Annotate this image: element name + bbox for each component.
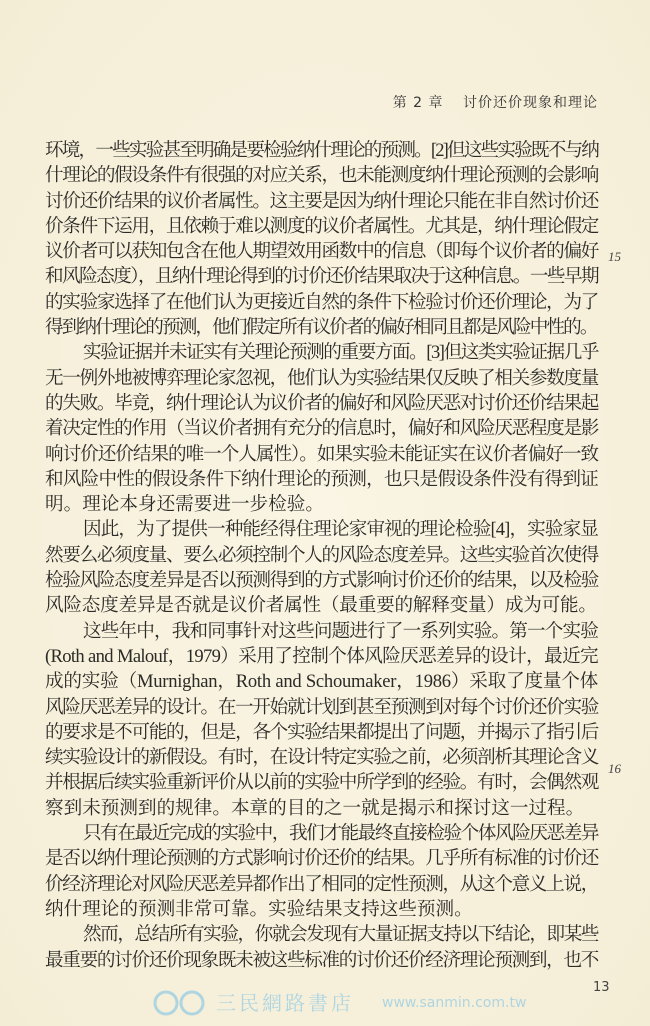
paragraph [45, 138, 598, 340]
body-text [45, 138, 598, 973]
text-line: 得到纳什理论的预测，他们假定所有议价者的偏好相同且都是风险中性的。 [45, 317, 597, 339]
text-line: 只有在最近完成的实验中，我们才能最终直接检验个体风险厌恶差异 [83, 823, 598, 845]
paragraph [45, 619, 598, 821]
chapter-title: 讨价还价现象和理论 [463, 95, 598, 111]
text-line: 的要求是不可能的，但是，各个实验结果都提出了问题，并揭示了指引后 [45, 721, 598, 743]
text-line: 着决定性的作用（当议价者拥有充分的信息时，偏好和风险厌恶程度是影 [45, 418, 598, 440]
text-line: 无一例外地被博弈理论家忽视，他们认为实验结果仅反映了相关参数度量 [45, 367, 598, 389]
text-line: 察到未预测到的规律。本章的目的之一就是揭示和探讨这一过程。 [45, 797, 585, 819]
text-line: 什理论的假设条件有很强的对应关系，也未能测度纳什理论预测的会影响 [45, 165, 598, 187]
text-line: 这些年中，我和同事针对这些问题进行了一系列实验。第一个实验 [83, 620, 598, 642]
text-line: 并根据后续实验重新评价从以前的实验中所学到的经验。有时，会偶然观 [45, 772, 598, 794]
text-line: (Roth and Malouf，1979）采用了控制个体风险厌恶差异的设计，最近完 [45, 645, 598, 667]
watermark-title: 三民網路書店 [216, 991, 354, 1015]
text-line: 风险厌恶差异的设计。在一开始就计划到甚至预测到对每个讨价还价实验 [45, 696, 598, 718]
text-line: 价经济理论对风险厌恶差异都作出了相同的定性预测，从这个意义上说， [45, 873, 598, 895]
text-line: 因此，为了提供一种能经得住理论家审视的理论检验[4]，实验家显 [83, 519, 598, 541]
paragraph [45, 340, 598, 517]
text-line: 和风险中性的假设条件下纳什理论的预测，也只是假设条件没有得到证 [45, 468, 598, 490]
original-page-marker: 15 [608, 249, 621, 264]
text-line: 响讨价还价结果的唯一个人属性）。如果实验未能证实在议价者偏好一致 [45, 443, 598, 465]
text-line: 续实验设计的新假设。有时，在设计特定实验之前，必须剖析其理论含义 [45, 747, 598, 769]
text-line: 检验风险态度差异是否以预测得到的方式影响讨价还价的结果，以及检验 [45, 570, 598, 592]
original-page-marker: 16 [608, 761, 621, 776]
text-line: 价条件下运用，且依赖于难以测度的议价者属性。尤其是，纳什理论假定 [45, 215, 598, 237]
watermark-url: www.sanmin.com.tw [382, 995, 527, 1011]
text-line: 和风险态度），且纳什理论得到的讨价还价结果取决于这种信息。一些早期 [45, 266, 598, 288]
text-line: 然要么必须度量、要么必须控制个人的风险态度差异。这些实验首次使得 [45, 544, 598, 566]
text-line: 成的实验（Murnighan，Roth and Schoumaker，1986）采取了度量个体 [45, 671, 598, 693]
paragraph [45, 821, 598, 922]
text-line: 然而，总结所有实验，你就会发现有大量证据支持以下结论，即某些 [83, 924, 598, 946]
watermark-logo-icon [150, 988, 210, 1018]
paragraph [45, 922, 598, 973]
chapter-number: 第 2 章 [392, 95, 444, 111]
text-line: 明。理论本身还需要进一步检验。 [45, 494, 324, 516]
text-line: 讨价还价结果的议价者属性。这主要是因为纳什理论只能在非自然讨价还 [45, 190, 598, 212]
text-line: 的失败。毕竟，纳什理论认为议价者的偏好和风险厌恶对讨价还价结果起 [45, 392, 598, 414]
text-line: 纳什理论的预测非常可靠。实验结果支持这些预测。 [45, 898, 473, 920]
text-line: 风险态度差异是否就是议价者属性（最重要的解释变量）成为可能。 [45, 595, 597, 617]
text-line: 议价者可以获知包含在他人期望效用函数中的信息（即每个议价者的偏好 [45, 241, 598, 263]
text-line: 实验证据并未证实有关理论预测的重要方面。[3]但这类实验证据几乎 [83, 342, 598, 364]
page-number: 13 [593, 980, 610, 995]
running-head [393, 92, 598, 112]
text-line: 是否以纳什理论预测的方式影响讨价还价的结果。几乎所有标准的讨价还 [45, 848, 598, 870]
text-line: 最重要的讨价还价现象既未被这些标准的讨价还价经济理论预测到，也不 [45, 949, 598, 971]
paragraph [45, 517, 598, 618]
text-line: 的实验家选择了在他们认为更接近自然的条件下检验讨价还价理论，为了 [45, 291, 598, 313]
text-line: 环境，一些实验甚至明确是要检验纳什理论的预测。[2]但这些实验既不与纳 [45, 140, 598, 161]
watermark [150, 986, 570, 1020]
